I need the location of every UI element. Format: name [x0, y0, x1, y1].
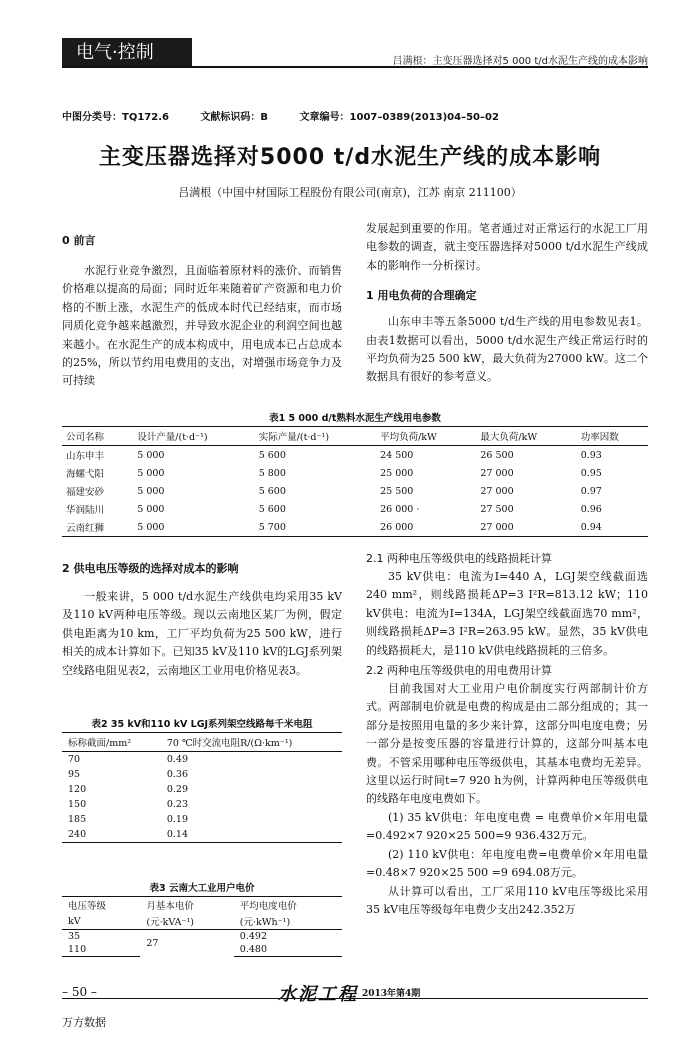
table-cell: 5 700 — [255, 518, 376, 537]
table-cell: 26 000 — [376, 518, 476, 537]
section-0-heading: 0 前言 — [62, 234, 96, 247]
table-cell: 70 — [68, 754, 81, 765]
meta-line — [62, 108, 527, 123]
table-cell: 海螺弋阳 — [66, 469, 105, 480]
table-cell: 150 — [68, 799, 87, 810]
table3-unit: (元·kVA⁻¹) — [140, 913, 233, 930]
section-2-1-paragraph: 35 kV供电：电流为I=440 A，LGJ架空线截面选240 mm²，则线路损耗ΔP=3 I²R=813.12 kW；110 kV供电：电流为I=134A，LGJ架空线截面选70 mm²，则线路损耗ΔP=3 I²R=263.95 kW。显然，35 kV供电的线路损耗大，是110 kV供电线路损耗的三倍多。 — [366, 570, 648, 657]
page-number: – 50 – — [62, 985, 97, 999]
table-row — [62, 767, 342, 782]
table-cell: 26 500 — [480, 449, 514, 461]
clc-number: 中图分类号：TQ172.6 — [62, 112, 169, 123]
table-cell: 185 — [68, 814, 87, 825]
table-cell: 27 000 — [476, 518, 576, 537]
section-2-2-calc-35kv: (1) 35 kV供电：年电度电费 = 电费单价×年用电量 =0.492×7 920×25 500=9 936.432万元。 — [366, 810, 648, 843]
article-number: 文章编号：1007–0389(2013)04–50–02 — [299, 112, 499, 123]
table-cell: 26 000 · — [380, 503, 420, 515]
table-cell: 240 — [62, 827, 161, 843]
table-cell: 华润陆川 — [66, 505, 105, 516]
table3-header: 电压等级 — [68, 901, 107, 912]
table-cell: 25 500 — [380, 485, 414, 497]
section-tag: 电气·控制 — [62, 38, 192, 68]
table3-unit: (元·kWh⁻¹) — [234, 913, 342, 930]
section-0-paragraph: 水泥行业竞争激烈，且面临着原材料的涨价、而销售价格难以提高的局面；同时近年来随着矿产资源和电力价格的不断上涨，水泥生产的低成本时代已经结束，而市场同质化竞争越来越激烈，并导致水泥企业的利润空间也越来越小。在水泥生产的成本构成中，用电成本已占总成本的25%，所以节约用电费用的支出，对增强市场竞争力及可持续 — [62, 264, 342, 388]
table-cell: 山东申丰 — [66, 451, 105, 462]
table-cell: 0.23 — [166, 799, 188, 810]
table-cell: 0.19 — [166, 814, 188, 825]
table3 — [62, 896, 342, 957]
table-cell: 5 600 — [258, 485, 286, 497]
table-cell: 95 — [68, 769, 81, 780]
table-row — [62, 782, 342, 797]
table-cell: 0.93 — [580, 449, 602, 461]
section-1-paragraph: 山东申丰等五条5000 t/d生产线的用电参数见表1。由表1数据可以看出，5000 t/d水泥生产线正常运行时的平均负荷为25 500 kW，最大负荷为27000 kW。这二个数据具有很好的参考意义。 — [366, 315, 648, 384]
section-1-heading: 1 用电负荷的合理确定 — [366, 289, 477, 303]
table3-header-row — [62, 897, 342, 914]
table2-caption: 表2 35 kV和110 kV LGJ系列架空线路每千米电阻 — [91, 719, 313, 730]
table-cell: 0.97 — [580, 485, 602, 497]
table1-header: 平均负荷/kW — [376, 427, 476, 446]
table-row — [62, 500, 648, 518]
author-line: 吕满根（中国中材国际工程股份有限公司(南京)，江苏 南京 211100） — [178, 186, 522, 199]
article-title: 主变压器选择对5000 t/d水泥生产线的成本影响 — [98, 145, 602, 170]
table2-header: 70 ℃时交流电阻R/(Ω·km⁻¹) — [161, 733, 342, 752]
table-cell: 5 800 — [258, 467, 286, 479]
table-cell: 27 500 — [480, 503, 514, 515]
table-row — [62, 797, 342, 812]
table-row — [62, 752, 342, 768]
table-cell: 27 — [146, 937, 159, 949]
table3-header: 月基本电价 — [146, 901, 194, 912]
table-row — [62, 518, 648, 537]
table2-header: 标称截面/mm² — [62, 733, 161, 752]
table-cell: 5 000 — [133, 518, 254, 537]
table1-caption: 表1 5 000 d/t熟料水泥生产线用电参数 — [269, 413, 441, 424]
table-cell: 5 000 — [137, 485, 165, 497]
table3-caption: 表3 云南大工业用户电价 — [149, 883, 255, 894]
table-cell: 35 — [68, 931, 81, 942]
journal-logo: 水泥工程 — [278, 984, 358, 1005]
table-cell: 5 000 — [137, 467, 165, 479]
right-column-top — [366, 220, 648, 387]
table-cell: 25 000 — [380, 467, 414, 479]
table2 — [62, 732, 342, 843]
section-2-2-paragraph: 目前我国对大工业用户电价制度实行两部制计价方式。两部制电价就是电费的构成是由二部分组成的；其一部分是按照用电量的多少来计算，这部分叫电度电费；另一部分是按变压器的容量进行计算的，这部分叫基本电费。不管采用哪种电压等级供电，其基本电费均无差异。这里以运行时间t=7 920 h为例，计算两种电压等级供电的线路年电度电费如下。 — [366, 682, 648, 806]
intro-continued-paragraph: 发展起到重要的作用。笔者通过对正常运行的水泥工厂用电参数的调查，就主变压器选择对5000 t/d水泥生产线成本的影响作一分析探讨。 — [366, 222, 648, 272]
table-row — [62, 446, 648, 465]
table-cell: 云南红狮 — [62, 518, 133, 537]
running-head: 吕满根：主变压器选择对5 000 t/d水泥生产线的成本影响 — [392, 56, 648, 67]
table-cell: 27 000 — [480, 485, 514, 497]
table-cell: 0.480 — [234, 943, 342, 957]
table-cell: 0.95 — [580, 467, 602, 479]
table3-header: 平均电度电价 — [239, 901, 297, 912]
table-cell: 0.49 — [166, 754, 188, 765]
table1-header: 功率因数 — [577, 427, 648, 446]
source-watermark: 万方数据 — [62, 1016, 106, 1029]
left-column-top — [62, 232, 342, 391]
table1-header: 实际产量/(t·d⁻¹) — [255, 427, 376, 446]
section-2-2-conclusion: 从计算可以看出，工厂采用110 kV电压等级比采用35 kV电压等级每年电费少支出242.352万 — [366, 884, 648, 916]
table-cell: 110 — [62, 943, 140, 957]
section-2-2-heading: 2.2 两种电压等级供电的用电费用计算 — [366, 664, 552, 678]
left-column-bottom — [62, 560, 342, 680]
table2-header-row — [62, 733, 342, 752]
table-cell: 27 000 — [480, 467, 514, 479]
section-2-2-calc-110kv: (2) 110 kV供电：年电度电费=电费单价×年用电量=0.48×7 920×25 500 =9 694.08万元。 — [366, 847, 648, 880]
table-cell: 5 600 — [258, 449, 286, 461]
right-column-bottom — [366, 550, 648, 919]
table-cell: 0.36 — [166, 769, 188, 780]
section-2-heading: 2 供电电压等级的选择对成本的影响 — [62, 562, 239, 575]
table-row — [62, 930, 342, 944]
document-code: 文献标识码：B — [200, 112, 269, 123]
section-2-1-heading: 2.1 两种电压等级供电的线路损耗计算 — [366, 552, 552, 565]
table-cell: 0.94 — [577, 518, 648, 537]
table1-header: 最大负荷/kW — [476, 427, 576, 446]
table-row — [62, 812, 342, 827]
table-row — [62, 482, 648, 500]
table3-unit: kV — [62, 913, 140, 930]
table-row — [62, 464, 648, 482]
table1-header: 设计产量/(t·d⁻¹) — [133, 427, 254, 446]
table1 — [62, 426, 648, 537]
table-cell: 0.29 — [166, 784, 188, 795]
table-cell: 0.492 — [239, 931, 267, 942]
table-cell: 120 — [68, 784, 87, 795]
table-cell: 0.14 — [161, 827, 342, 843]
section-2-paragraph: 一般来讲，5 000 t/d水泥生产线供电均采用35 kV及110 kV两种电压等级。现以云南地区某厂为例，假定供电距离为10 km，工厂平均负荷为25 500 kW，进行相关的成本计算如下。已知35 kV及110 kV的LGJ系列架空线路电阻见表2，云南地区工业用电价格见表3。 — [62, 590, 342, 677]
table-cell: 福建安砂 — [66, 487, 105, 498]
table-cell: 5 000 — [137, 449, 165, 461]
table1-header-row — [62, 427, 648, 446]
table-cell: 5 000 — [137, 503, 165, 515]
table3-unit-row — [62, 913, 342, 930]
table1-header: 公司名称 — [62, 427, 133, 446]
issue-label: 2013年第4期 — [362, 989, 421, 999]
table-row — [62, 827, 342, 843]
table-cell: 0.96 — [580, 503, 602, 515]
table-cell: 5 600 — [258, 503, 286, 515]
table-cell: 24 500 — [380, 449, 414, 461]
